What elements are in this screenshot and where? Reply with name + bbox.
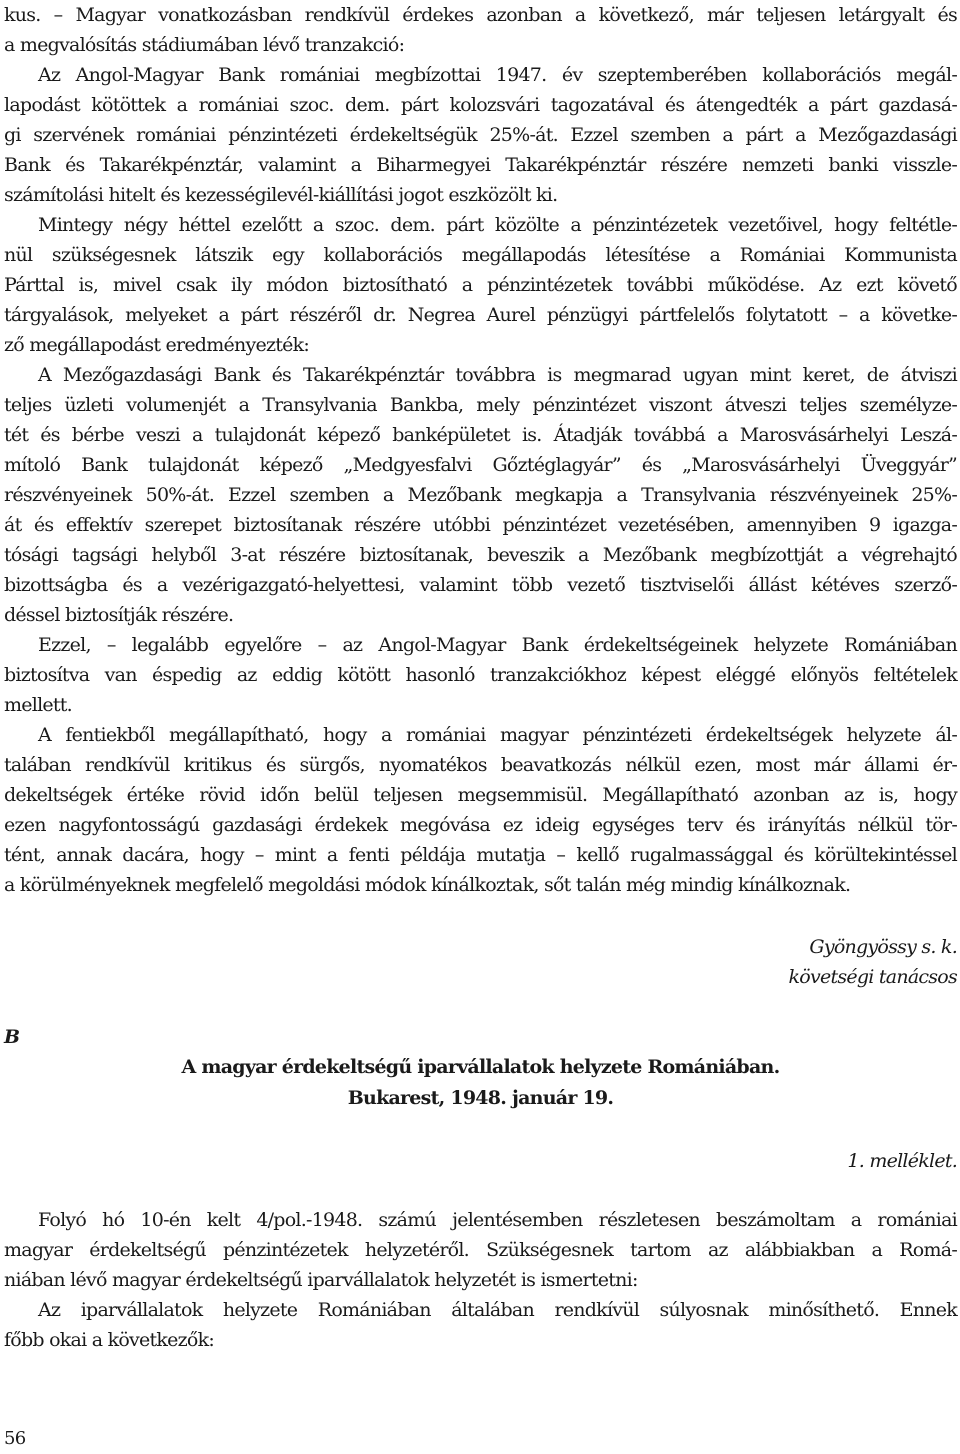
text-line: lapodást kötöttek a romániai szoc. dem. párt kolozsvári tagozatával és átengedték a párt gazdasá- [4, 94, 957, 116]
text-line: kus. – Magyar vonatkozásban rendkívül érdekes azonban a következő, már teljesen letárgyalt és [4, 4, 957, 26]
text-line: Bank és Takarékpénztár, valamint a Biharmegyei Takarékpénztár részére nemzeti banki visszle- [4, 154, 957, 176]
text-line: A fentiekből megállapítható, hogy a romániai magyar pénzintézeti érdekeltségek helyzete ál- [38, 724, 957, 746]
text-line: tént, annak dacára, hogy – mint a fenti példája mutatja – kellő rugalmassággal és körültekintéssel [4, 844, 957, 866]
attachment-label: 1. melléklet. [847, 1150, 957, 1172]
text-line: A Mezőgazdasági Bank és Takarékpénztár továbbra is megmarad ugyan mint keret, de átviszi [38, 364, 957, 386]
document-heading: A magyar érdekeltségű iparvállalatok helyzete Romániában. [181, 1056, 780, 1078]
text-line: Mintegy négy héttel ezelőtt a szoc. dem. párt közölte a pénzintézetek vezetőivel, hogy feltétle- [38, 214, 957, 236]
signature-name: Gyöngyössy s. k. [809, 936, 957, 958]
text-line: nül szükségesnek látszik egy kollaborációs megállapodás létesítése a Romániai Kommunista [4, 244, 957, 266]
text-line: tósági tagsági helyből 3-at részére biztosítanak, beveszik a Mezőbank megbízottját a végrehajtó [4, 544, 957, 566]
document-dateline: Bukarest, 1948. január 19. [347, 1087, 614, 1109]
section-letter: B [4, 1026, 20, 1048]
text-line: tárgyalások, melyeket a párt részéről dr. Negrea Aurel pénzügyi pártfelelős folytatott – a követke- [4, 304, 957, 326]
text-line: Az Angol-Magyar Bank romániai megbízottai 1947. év szeptemberében kollaborációs megál- [38, 64, 957, 86]
text-line: Párttal is, mivel csak ily módon biztosítható a pénzintézetek további működése. Az ezt követő [4, 274, 957, 296]
document-page [4, 0, 957, 1452]
text-line: niában lévő magyar érdekeltségű iparvállalatok helyzetét is ismertetni: [4, 1269, 638, 1291]
text-line: a körülményeknek megfelelő megoldási módok kínálkoztak, sőt talán még mindig kínálkoznak. [4, 874, 851, 896]
text-line: déssel biztosítják részére. [4, 604, 234, 626]
text-line: talában rendkívül kritikus és sürgős, nyomatékos beavatkozás nélkül ezen, most már állami ér- [4, 754, 957, 776]
text-line: számítolási hitelt és kezességilevél-kiállítási jogot eszközölt ki. [4, 184, 558, 206]
page-number: 56 [4, 1428, 26, 1449]
text-line: magyar érdekeltségű pénzintézetek helyzetéről. Szükségesnek tartom az alábbiakban a Romá- [4, 1239, 957, 1261]
text-line: részvényeinek 50%-át. Ezzel szemben a Mezőbank megkapja a Transylvania részvényeinek 25%- [4, 484, 957, 506]
text-line: Folyó hó 10-én kelt 4/pol.-1948. számú jelentésemben részletesen beszámoltam a romániai [38, 1209, 957, 1231]
text-line: dekeltségek értéke rövid időn belül teljesen megsemmisül. Megállapítható azonban az is, hogy [4, 784, 957, 806]
signature-title: követségi tanácsos [788, 966, 957, 988]
text-line: át és effektív szerepet biztosítanak részére utóbbi pénzintézet vezetésében, amennyiben 9 igazga- [4, 514, 957, 536]
text-line: mellett. [4, 694, 72, 716]
text-line: gi szervének romániai pénzintézeti érdekeltségük 25%-át. Ezzel szemben a párt a Mezőgazdasági [4, 124, 957, 146]
text-line: biztosítva van éspedig az eddig kötött hasonló tranzakciókhoz képest eléggé előnyös feltételek [4, 664, 957, 686]
text-line: ezen nagyfontosságú gazdasági érdekek megóvása ez ideig egységes terv és irányítás nélkül tör- [4, 814, 957, 836]
text-line: ző megállapodást eredményezték: [4, 334, 310, 356]
text-line: teljes üzleti volumenjét a Transylvania Bankba, mely pénzintézet viszont átveszi teljes személyze- [4, 394, 957, 416]
text-line: Az iparvállalatok helyzete Romániában általában rendkívül súlyosnak minősíthető. Ennek [38, 1299, 957, 1321]
text-line: bizottságba és a vezérigazgató-helyettesi, valamint több vezető tisztviselői állást kétéves szerző- [4, 574, 957, 596]
text-line: Ezzel, – legalább egyelőre – az Angol-Magyar Bank érdekeltségeinek helyzete Romániában [38, 634, 957, 656]
text-line: tét és bérbe veszi a tulajdonát képező banképületet is. Átadják továbbá a Marosvásárhelyi Leszá- [4, 424, 957, 446]
text-line: mítoló Bank tulajdonát képező „Medgyesfalvi Gőztéglagyár” és „Marosvásárhelyi Üveggyár” [4, 454, 957, 476]
text-line: főbb okai a következők: [4, 1329, 215, 1351]
text-line: a megvalósítás stádiumában lévő tranzakció: [4, 34, 405, 56]
